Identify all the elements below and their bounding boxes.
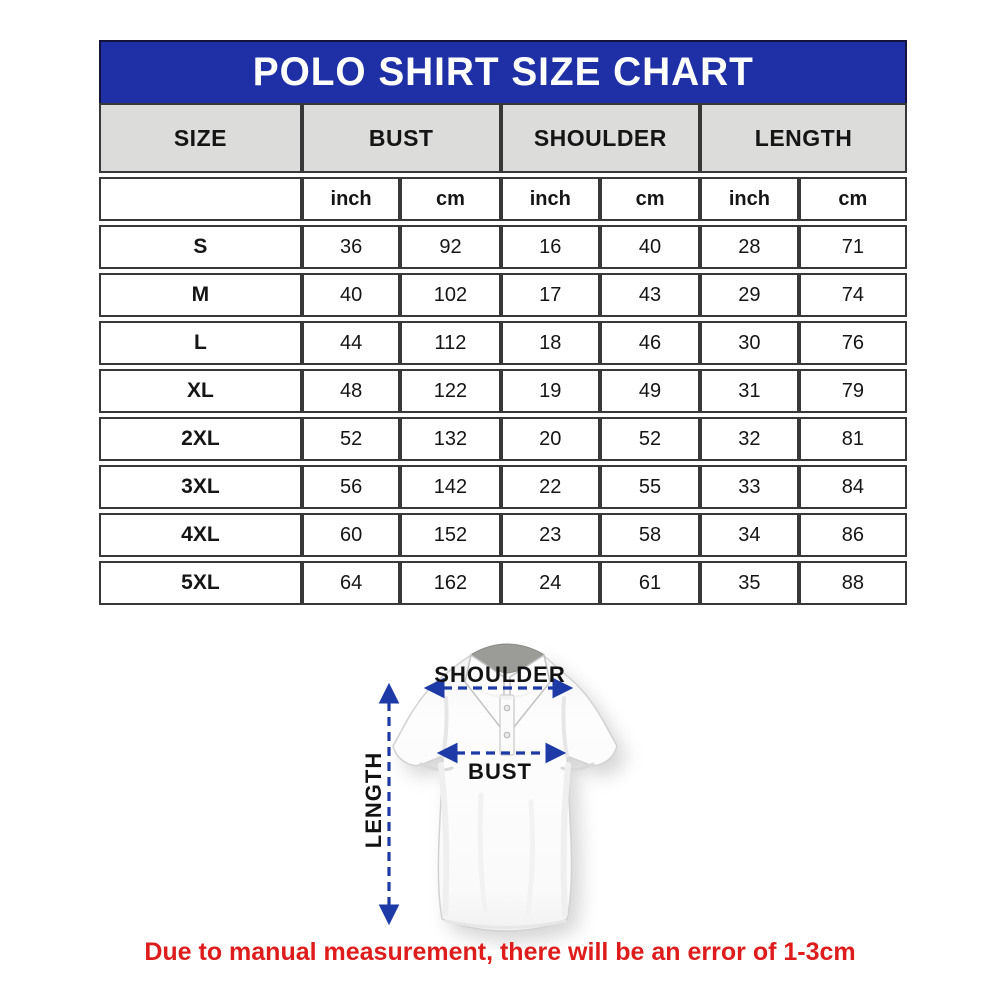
measurement-cell: 92: [400, 225, 500, 269]
column-header-bust: BUST: [302, 103, 501, 173]
chart-title-banner: [99, 40, 907, 103]
measurement-diagram: [0, 640, 1000, 950]
measurement-cell: 52: [600, 417, 700, 461]
measurement-cell: 44: [302, 321, 401, 365]
length-label: LENGTH: [361, 751, 386, 849]
placket: [500, 695, 514, 755]
measurement-cell: 31: [700, 369, 799, 413]
unit-header-shoulder-cm: cm: [600, 177, 700, 221]
size-label: 2XL: [99, 417, 302, 461]
measurement-cell: 22: [501, 465, 600, 509]
measurement-cell: 162: [400, 561, 500, 605]
measurement-cell: 35: [700, 561, 799, 605]
measurement-cell: 52: [302, 417, 401, 461]
measurement-cell: 48: [302, 369, 401, 413]
measurement-cell: 152: [400, 513, 500, 557]
measurement-cell: 86: [799, 513, 907, 557]
table-row: [99, 417, 907, 461]
measurement-cell: 16: [501, 225, 600, 269]
table-row: [99, 321, 907, 365]
measurement-cell: 60: [302, 513, 401, 557]
unit-header-length-inch: inch: [700, 177, 799, 221]
size-label: S: [99, 225, 302, 269]
measurement-cell: 40: [302, 273, 401, 317]
measurement-cell: 79: [799, 369, 907, 413]
table-row: [99, 369, 907, 413]
measurement-cell: 64: [302, 561, 401, 605]
group-header-row: [99, 103, 907, 173]
column-header-size: SIZE: [99, 103, 302, 173]
size-label: XL: [99, 369, 302, 413]
size-label: 5XL: [99, 561, 302, 605]
measurement-cell: 46: [600, 321, 700, 365]
shoulder-label: SHOULDER: [434, 662, 566, 687]
measurement-cell: 61: [600, 561, 700, 605]
measurement-cell: 29: [700, 273, 799, 317]
measurement-cell: 132: [400, 417, 500, 461]
measurement-cell: 30: [700, 321, 799, 365]
size-label: 4XL: [99, 513, 302, 557]
measurement-cell: 84: [799, 465, 907, 509]
size-label: M: [99, 273, 302, 317]
unit-header-shoulder-inch: inch: [501, 177, 600, 221]
column-header-shoulder: SHOULDER: [501, 103, 701, 173]
column-header-length: LENGTH: [700, 103, 907, 173]
table-row: [99, 225, 907, 269]
measurement-cell: 81: [799, 417, 907, 461]
measurement-disclaimer: Due to manual measurement, there will be an error of 1-3cm: [144, 938, 856, 966]
measurement-cell: 40: [600, 225, 700, 269]
measurement-cell: 56: [302, 465, 401, 509]
unit-header-row: [99, 177, 907, 221]
measurement-cell: 74: [799, 273, 907, 317]
page-title: POLO SHIRT SIZE CHART: [252, 50, 754, 94]
size-chart-table-area: [99, 40, 907, 609]
measurement-cell: 33: [700, 465, 799, 509]
bust-label: BUST: [468, 759, 532, 784]
table-row: [99, 513, 907, 557]
measurement-cell: 142: [400, 465, 500, 509]
measurement-cell: 18: [501, 321, 600, 365]
measurement-cell: 32: [700, 417, 799, 461]
size-table: [99, 99, 907, 609]
measurement-cell: 58: [600, 513, 700, 557]
size-label: 3XL: [99, 465, 302, 509]
measurement-cell: 43: [600, 273, 700, 317]
measurement-cell: 28: [700, 225, 799, 269]
measurement-cell: 112: [400, 321, 500, 365]
table-row: [99, 465, 907, 509]
measurement-cell: 24: [501, 561, 600, 605]
measurement-cell: 55: [600, 465, 700, 509]
unit-header-length-cm: cm: [799, 177, 907, 221]
unit-header-bust-inch: inch: [302, 177, 401, 221]
measurement-cell: 49: [600, 369, 700, 413]
measurement-cell: 122: [400, 369, 500, 413]
measurement-cell: 20: [501, 417, 600, 461]
measurement-cell: 36: [302, 225, 401, 269]
measurement-cell: 19: [501, 369, 600, 413]
measurement-cell: 23: [501, 513, 600, 557]
table-row: [99, 273, 907, 317]
button: [504, 732, 510, 738]
table-row: [99, 561, 907, 605]
measurement-cell: 34: [700, 513, 799, 557]
measurement-cell: 17: [501, 273, 600, 317]
measurement-cell: 76: [799, 321, 907, 365]
unit-blank-cell: [99, 177, 302, 221]
measurement-cell: 71: [799, 225, 907, 269]
unit-header-bust-cm: cm: [400, 177, 500, 221]
size-label: L: [99, 321, 302, 365]
measurement-cell: 88: [799, 561, 907, 605]
measurement-cell: 102: [400, 273, 500, 317]
button: [504, 705, 510, 711]
